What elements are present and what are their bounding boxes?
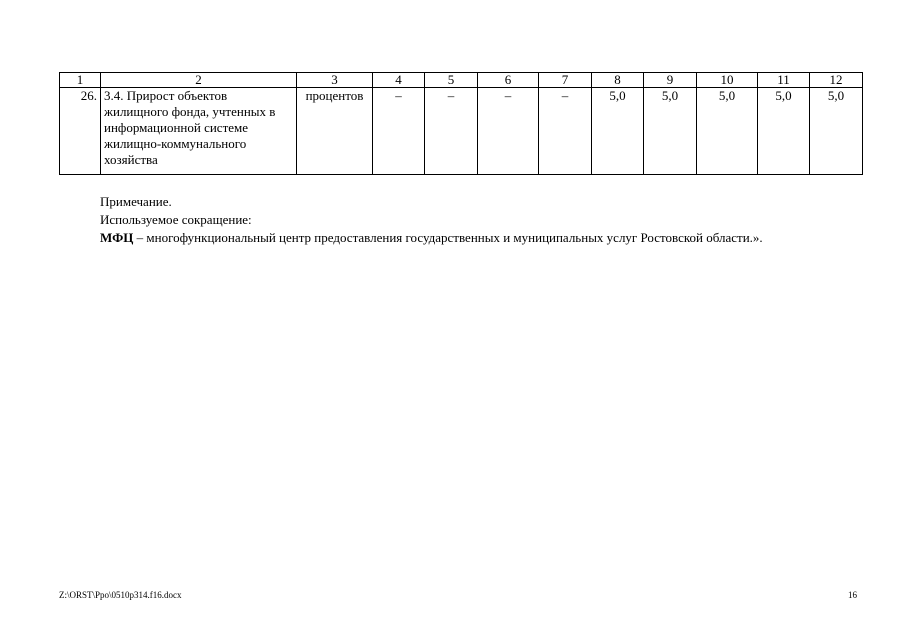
value-cell: – (373, 88, 425, 175)
column-number-12: 12 (810, 73, 863, 88)
column-number-6: 6 (478, 73, 539, 88)
column-number-3: 3 (297, 73, 373, 88)
column-number-4: 4 (373, 73, 425, 88)
value-cell: 5,0 (697, 88, 758, 175)
row-number-cell: 26. (60, 88, 101, 175)
abbreviation-term: МФЦ (100, 230, 134, 245)
column-number-8: 8 (592, 73, 644, 88)
abbreviation-heading: Используемое сокращение: (100, 212, 252, 227)
abbreviation-paragraph (59, 229, 859, 247)
value-cell: 5,0 (644, 88, 697, 175)
table-header-row (60, 73, 863, 88)
note-title: Примечание. (100, 194, 172, 209)
column-number-7: 7 (539, 73, 592, 88)
value-cell: – (425, 88, 478, 175)
column-number-11: 11 (758, 73, 810, 88)
column-number-10: 10 (697, 73, 758, 88)
indicator-name-cell: 3.4. Прирост объектов жилищного фонда, учтенных в информационной системе жилищно-коммунального хозяйства (101, 88, 297, 175)
value-cell: 5,0 (758, 88, 810, 175)
table-row (60, 88, 863, 175)
abbreviation-definition: – многофункциональный центр предоставления государственных и муниципальных услуг Ростовской области.». (133, 230, 763, 245)
value-cell: – (539, 88, 592, 175)
footer-file-path: Z:\ORST\Ppo\0510p314.f16.docx (59, 590, 182, 600)
unit-cell: процентов (297, 88, 373, 175)
column-number-2: 2 (101, 73, 297, 88)
value-cell: 5,0 (592, 88, 644, 175)
column-number-5: 5 (425, 73, 478, 88)
page-number: 16 (848, 590, 857, 600)
column-number-9: 9 (644, 73, 697, 88)
value-cell: 5,0 (810, 88, 863, 175)
indicators-table (59, 72, 863, 175)
value-cell: – (478, 88, 539, 175)
column-number-1: 1 (60, 73, 101, 88)
